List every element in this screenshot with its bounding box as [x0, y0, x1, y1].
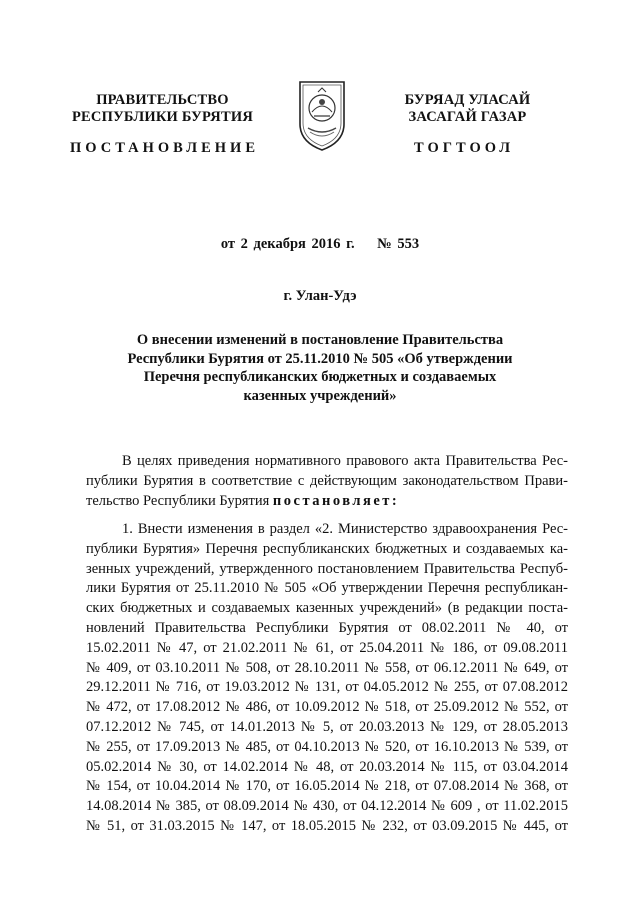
clause-line: 07.12.2012 № 745, от 14.01.2013 № 5, от 20.03.2013 № 129, от 28.05.2013	[86, 718, 568, 735]
clause-line: 14.08.2014 № 385, от 08.09.2014 № 430, от 04.12.2014 № 609 , от 11.02.2015	[86, 798, 568, 815]
title-line: О внесении изменений в постановление Правительства	[136, 332, 504, 348]
clause-line: № 154, от 10.04.2014 № 170, от 16.05.2014 № 218, от 07.08.2014 № 368, от	[86, 778, 568, 795]
doc-type-left: ПОСТАНОВЛЕНИЕ	[70, 140, 260, 156]
doc-type-right: ТОГТООЛ	[414, 140, 515, 156]
clause-1-paragraph	[86, 520, 568, 837]
preamble-last-text: тельство Республики Бурятия	[86, 492, 273, 509]
clause-line: ских бюджетных и создаваемых казенных учреждений» (в редакции поста-	[86, 600, 568, 617]
clause-line: 1. Внести изменения в раздел «2. Министерство здравоохранения Рес-	[122, 521, 568, 537]
document-city: г. Улан-Удэ	[283, 288, 357, 304]
header-right-title	[380, 92, 555, 126]
clause-line: зенных учреждений, утвержденного постановлением Правительства Респуб-	[86, 560, 568, 577]
clause-line: новлений Правительства Республики Бурятия от 08.02.2011 № 40, от	[86, 619, 568, 636]
clause-line: № 51, от 31.03.2015 № 147, от 18.05.2015 № 232, от 03.09.2015 № 445, от	[86, 817, 568, 834]
coat-of-arms-icon	[296, 76, 348, 154]
clause-line: 05.02.2014 № 30, от 14.02.2014 № 48, от 20.03.2014 № 115, от 03.04.2014	[86, 758, 568, 775]
preamble-line: В целях приведения нормативного правового акта Правительства Рес-	[122, 453, 568, 469]
preamble-paragraph	[86, 452, 568, 511]
header-left-line1: ПРАВИТЕЛЬСТВО	[96, 92, 229, 108]
clause-line: 29.12.2011 № 716, от 19.03.2012 № 131, от 04.05.2012 № 255, от 07.08.2012	[86, 679, 568, 696]
header-right-line2: ЗАСАГАЙ ГАЗАР	[408, 109, 527, 125]
document-title	[100, 331, 540, 405]
title-line: казенных учреждений»	[243, 387, 397, 404]
header-left-line2: РЕСПУБЛИКИ БУРЯТИЯ	[72, 109, 253, 125]
clause-line: № 409, от 03.10.2011 № 508, от 28.10.2011 № 558, от 06.12.2011 № 649, от	[86, 659, 568, 676]
clause-line: 15.02.2011 № 47, от 21.02.2011 № 61, от 25.04.2011 № 186, от 09.08.2011	[86, 639, 568, 656]
title-line: Перечня республиканских бюджетных и создаваемых	[143, 369, 497, 385]
title-line: Республики Бурятия от 25.11.2010 № 505 «Об утверждении	[127, 350, 513, 367]
document-date-number: от 2 декабря 2016 г. № 553	[220, 236, 420, 252]
resolves-keyword: постановляет:	[272, 492, 400, 509]
clause-line: № 255, от 17.09.2013 № 485, от 04.10.2013 № 520, от 16.10.2013 № 539, от	[86, 738, 568, 755]
preamble-last-line	[86, 492, 568, 512]
clause-line: лики Бурятия от 25.11.2010 № 505 «Об утверждении Перечня республикан-	[86, 580, 568, 597]
clause-line: публики Бурятия» Перечня республиканских бюджетных и создаваемых ка-	[86, 540, 568, 557]
preamble-line: публики Бурятия в соответствие с действующим законодательством Прави-	[86, 472, 568, 489]
clause-line: № 472, от 17.08.2012 № 486, от 10.09.2012 № 518, от 25.09.2012 № 552, от	[86, 699, 568, 716]
header-left-title	[60, 92, 265, 126]
header-right-line1: БУРЯАД УЛАСАЙ	[404, 92, 531, 108]
